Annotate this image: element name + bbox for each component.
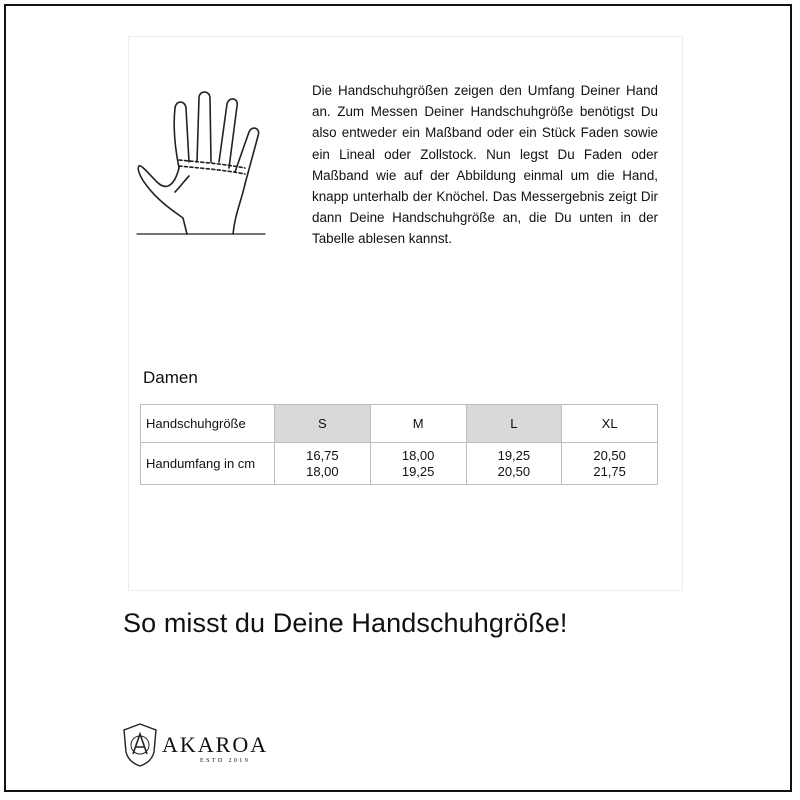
- size-l: L: [466, 405, 562, 443]
- range-s: [275, 443, 371, 485]
- range-m-max: 19,25: [401, 463, 435, 479]
- table-row: [141, 443, 658, 485]
- range-xl: [562, 443, 658, 485]
- shield-monogram-icon: [122, 722, 158, 768]
- brand-name: AKAROA: [162, 732, 269, 757]
- brand-logo: [122, 722, 282, 772]
- hand-measure-icon: [135, 88, 270, 238]
- range-m: [370, 443, 466, 485]
- size-row-header: Handschuhgröße: [141, 405, 275, 443]
- range-l: [466, 443, 562, 485]
- page-heading: So misst du Deine Handschuhgröße!: [123, 608, 568, 638]
- size-s: S: [275, 405, 371, 443]
- size-table: [140, 404, 658, 485]
- range-m-min: 18,00: [401, 447, 435, 463]
- range-l-min: 19,25: [497, 447, 531, 463]
- circumference-row-header: Handumfang in cm: [141, 443, 275, 485]
- range-s-min: 16,75: [306, 447, 339, 463]
- range-l-max: 20,50: [497, 463, 531, 479]
- range-xl-min: 20,50: [593, 447, 626, 463]
- size-m: M: [370, 405, 466, 443]
- intro-text: Die Handschuhgrößen zeigen den Umfang Deiner Hand an. Zum Messen Deiner Handschuhgröße benötigst Du also entweder ein Maßband oder ein Stück Faden sowie ein Lineal oder Zollstock. Nun legst Du Faden oder Maßband wie auf der Abbildung einmal um die Hand, knapp unterhalb der Knöchel. Das Messergebnis zeigt Dir dann Deine Handschuhgröße an, die Du unten in der Tabelle ablesen kannst.: [312, 83, 658, 247]
- range-s-max: 18,00: [306, 463, 339, 479]
- section-title: Damen: [143, 368, 198, 387]
- size-xl: XL: [562, 405, 658, 443]
- range-xl-max: 21,75: [593, 463, 626, 479]
- brand-subtitle: ESTD 2019: [200, 758, 251, 764]
- table-row: [141, 405, 658, 443]
